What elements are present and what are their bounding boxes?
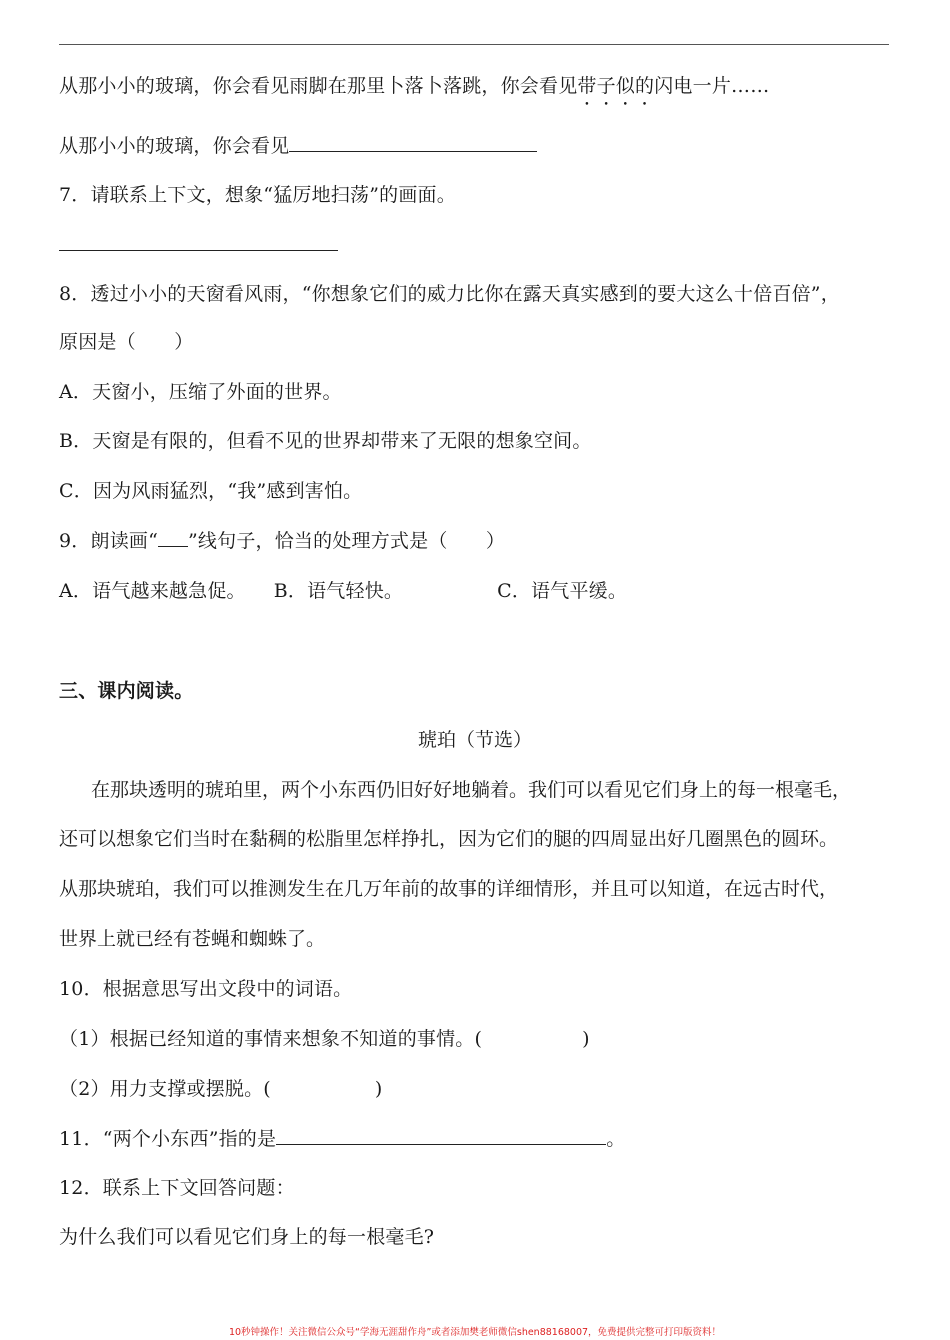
question-12: 12．联系上下文回答问题：: [59, 1177, 295, 1199]
question-9-options: [59, 577, 627, 605]
option-b: B．天窗是有限的，但看不见的世界却带来了无限的想象空间。: [59, 430, 592, 452]
question-11: [59, 1124, 625, 1153]
bracket-close: ): [582, 1028, 590, 1050]
question-8: 8．透过小小的天窗看风雨，“你想象它们的威力比你在露天真实感到的要大这么十倍百倍”，: [59, 283, 840, 305]
option-a: A．语气越来越急促。: [59, 580, 246, 602]
bracket-close: ): [374, 1078, 383, 1100]
question-7-answer-line[interactable]: [59, 230, 338, 259]
option-a: A．天窗小，压缩了外面的世界。: [59, 381, 342, 403]
passage-paragraph-line: 从那块琥珀，我们可以推测发生在几万年前的故事的详细情形，并且可以知道，在远古时代，: [59, 878, 839, 900]
passage-title: 琥珀（节选）: [417, 729, 532, 751]
answer-blank[interactable]: [289, 131, 537, 152]
emphasis-char: 似: [615, 75, 636, 97]
question-10: 10．根据意思写出文段中的词语。: [59, 978, 353, 1000]
emphasis-char: 的: [635, 75, 655, 97]
emphasis-char: 子: [596, 75, 616, 97]
question-9: [59, 527, 505, 555]
answer-blank[interactable]: [59, 230, 338, 251]
sub-question-text: （1）根据已经知道的事情来想象不知道的事情。(: [59, 1028, 483, 1050]
answer-blank[interactable]: [276, 1124, 606, 1145]
fill-line-2: [59, 131, 537, 160]
question-9-text: 9．朗读画“: [59, 530, 159, 552]
sub-question-text: （2）用力支撑或摆脱。(: [59, 1078, 271, 1100]
period: 。: [606, 1128, 626, 1150]
question-8-cont: 原因是（ ）: [59, 331, 194, 353]
passage-line-1: [59, 72, 769, 100]
option-c: C．因为风雨猛烈，“我”感到害怕。: [59, 480, 363, 502]
passage-paragraph-line: 还可以想象它们当时在黏稠的松脂里怎样挣扎，因为它们的腿的四周显出好几圈黑色的圆环。: [59, 828, 839, 850]
passage-text: 从那小小的玻璃，你会看见雨脚在那里卜落卜落跳，你会看见: [59, 75, 578, 97]
footer-note: 10秒钟操作！关注微信公众号“学海无涯甜作舟”或者添加樊老师微信shen88168007，免费提供完整可打印版资料！: [228, 1327, 722, 1338]
question-9-text: ”线句子，恰当的处理方式是（ ）: [188, 530, 506, 552]
fill-prompt: 从那小小的玻璃，你会看见: [59, 135, 290, 157]
passage-paragraph-line: 在那块透明的琥珀里，两个小东西仍旧好好地躺着。我们可以看见它们身上的每一根毫毛，: [91, 779, 852, 801]
emphasis-char: 带: [577, 75, 597, 97]
passage-text: 闪电一片……: [654, 75, 770, 97]
underline-marker: [158, 528, 188, 547]
question-11-text: 11．“两个小东西”指的是: [59, 1128, 277, 1150]
passage-paragraph-line: 世界上就已经有苍蝇和蜘蛛了。: [59, 928, 326, 950]
option-b: B．语气轻快。: [273, 580, 404, 602]
question-10-1: [59, 1025, 590, 1053]
question-10-2: [59, 1075, 383, 1103]
option-c: C．语气平缓。: [497, 580, 628, 602]
section-heading: 三、课内阅读。: [59, 680, 194, 702]
header-rule: [59, 44, 889, 45]
question-12-prompt: 为什么我们可以看见它们身上的每一根毫毛?: [59, 1226, 435, 1248]
question-7: 7．请联系上下文，想象“猛厉地扫荡”的画面。: [59, 184, 456, 206]
